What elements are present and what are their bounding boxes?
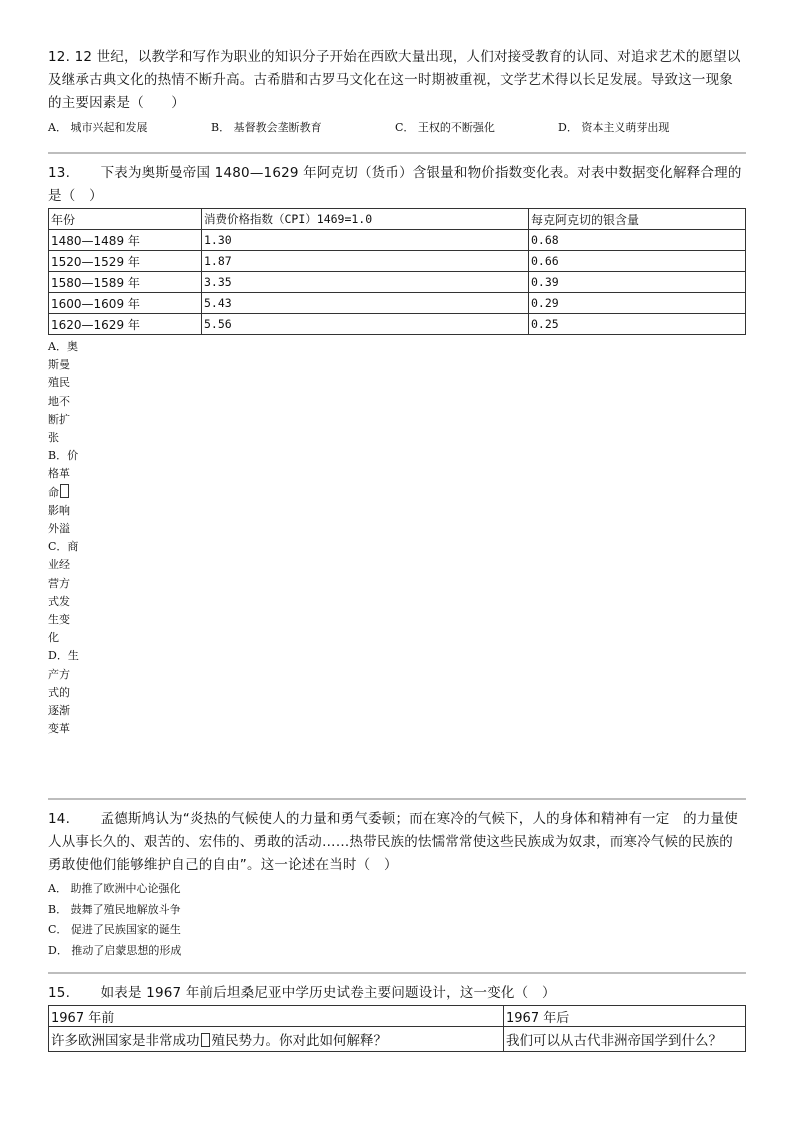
question-13-options (48, 338, 80, 738)
option-b[interactable]: B． 基督教会垄断教育 (211, 121, 322, 134)
table-row (49, 230, 746, 251)
table-cell: 0.39 (529, 272, 746, 293)
table-cell: 5.43 (202, 293, 529, 314)
table-cell: 0.25 (529, 314, 746, 335)
separator (48, 152, 746, 154)
missing-glyph-icon (201, 1033, 210, 1047)
question-text: 如表是 1967 年前后坦桑尼亚中学历史试卷主要问题设计，这一变化（ ） (100, 985, 556, 1001)
missing-glyph-icon (60, 484, 69, 498)
cpi-silver-table (48, 208, 746, 335)
question-text: 孟德斯鸠认为“炎热的气候使人的力量和勇气委顿；而在寒冷的气候下，人的身体和精神有一定 的力量使人从事长久的、艰苦的、宏伟的、勇敢的活动……热带民族的怯懦常常使这些民族成为奴隶，而寒冷气候的民族的勇敢使他们能够维护自己的自由”。这一论述在当时（ ） (48, 811, 738, 873)
option-b[interactable]: B． 鼓舞了殖民地解放斗争 (48, 902, 181, 916)
question-number: 13. (48, 165, 71, 181)
option-b-label: 影响外溢 (48, 503, 70, 536)
table-cell: 我们可以从古代非洲帝国学到什么？ (504, 1027, 746, 1052)
table-row (49, 1027, 746, 1052)
table-row (49, 272, 746, 293)
question-12-options (48, 118, 746, 138)
table-header: 1967 年前 (49, 1006, 504, 1027)
question-text: 12 世纪，以教学和写作为职业的知识分子开始在西欧大量出现，人们对接受教育的认同、对追求艺术的愿望以及继承古典文化的热情不断升高。古希腊和古罗马文化在这一时期被重视，文学艺术得以长足发展。导致这一现象的主要因素是（ ） (48, 49, 741, 111)
question-text: 下表为奥斯曼帝国 1480—1629 年阿克切（货币）含银量和物价指数变化表。对表中数据变化解释合理的是（ ） (48, 165, 742, 204)
question-14 (48, 808, 746, 961)
table-cell: 0.66 (529, 251, 746, 272)
table-header-row (49, 209, 746, 230)
table-cell: 1.87 (202, 251, 529, 272)
table-cell-text: 殖民势力。你对此如何解释？ (211, 1033, 387, 1049)
question-12-stem (48, 46, 746, 115)
option-d[interactable]: D． 推动了启蒙思想的形成 (48, 943, 182, 957)
option-b-label: B．价格革命 (48, 449, 79, 499)
option-c[interactable]: C． 促进了民族国家的诞生 (48, 923, 181, 936)
separator (48, 798, 746, 800)
option-c[interactable]: C．商业经营方式发生变化 (48, 540, 79, 645)
table-header: 消费价格指数（CPI）1469=1.0 (202, 209, 529, 230)
table-header-row (49, 1006, 746, 1027)
option-a[interactable]: A． 城市兴起和发展 (48, 121, 148, 134)
option-b[interactable] (48, 447, 80, 538)
table-row (49, 314, 746, 335)
tanzania-exam-table (48, 1005, 746, 1052)
question-13 (48, 162, 746, 335)
table-cell: 0.68 (529, 230, 746, 251)
separator (48, 972, 746, 974)
table-cell: 3.35 (202, 272, 529, 293)
question-14-stem (48, 808, 746, 877)
table-cell: 1480—1489 年 (49, 230, 202, 251)
table-row (49, 251, 746, 272)
question-15-stem (48, 982, 746, 1005)
question-number: 14. (48, 811, 71, 827)
table-cell: 1580—1589 年 (49, 272, 202, 293)
option-d[interactable]: D．生产方式的逐渐变革 (48, 649, 79, 736)
question-14-options (48, 879, 746, 961)
table-cell-text: 许多欧洲国家是非常成功 (51, 1033, 200, 1049)
table-cell: 0.29 (529, 293, 746, 314)
option-c[interactable]: C． 王权的不断强化 (395, 121, 495, 134)
table-cell: 1.30 (202, 230, 529, 251)
question-12 (48, 46, 746, 138)
option-a[interactable]: A． 助推了欧洲中心论强化 (48, 882, 181, 895)
table-header: 每克阿克切的银含量 (529, 209, 746, 230)
table-cell: 1520—1529 年 (49, 251, 202, 272)
table-header: 1967 年后 (504, 1006, 746, 1027)
table-cell: 1600—1609 年 (49, 293, 202, 314)
table-cell: 5.56 (202, 314, 529, 335)
option-a[interactable]: A．奥斯曼殖民地不断扩张 (48, 340, 78, 445)
table-row (49, 293, 746, 314)
question-number: 15. (48, 985, 71, 1001)
table-cell: 1620—1629 年 (49, 314, 202, 335)
question-15 (48, 982, 746, 1052)
question-number: 12. (48, 49, 71, 65)
table-header: 年份 (49, 209, 202, 230)
option-d[interactable]: D． 资本主义萌芽出现 (558, 121, 670, 134)
question-13-stem (48, 162, 746, 208)
table-cell (49, 1027, 504, 1052)
